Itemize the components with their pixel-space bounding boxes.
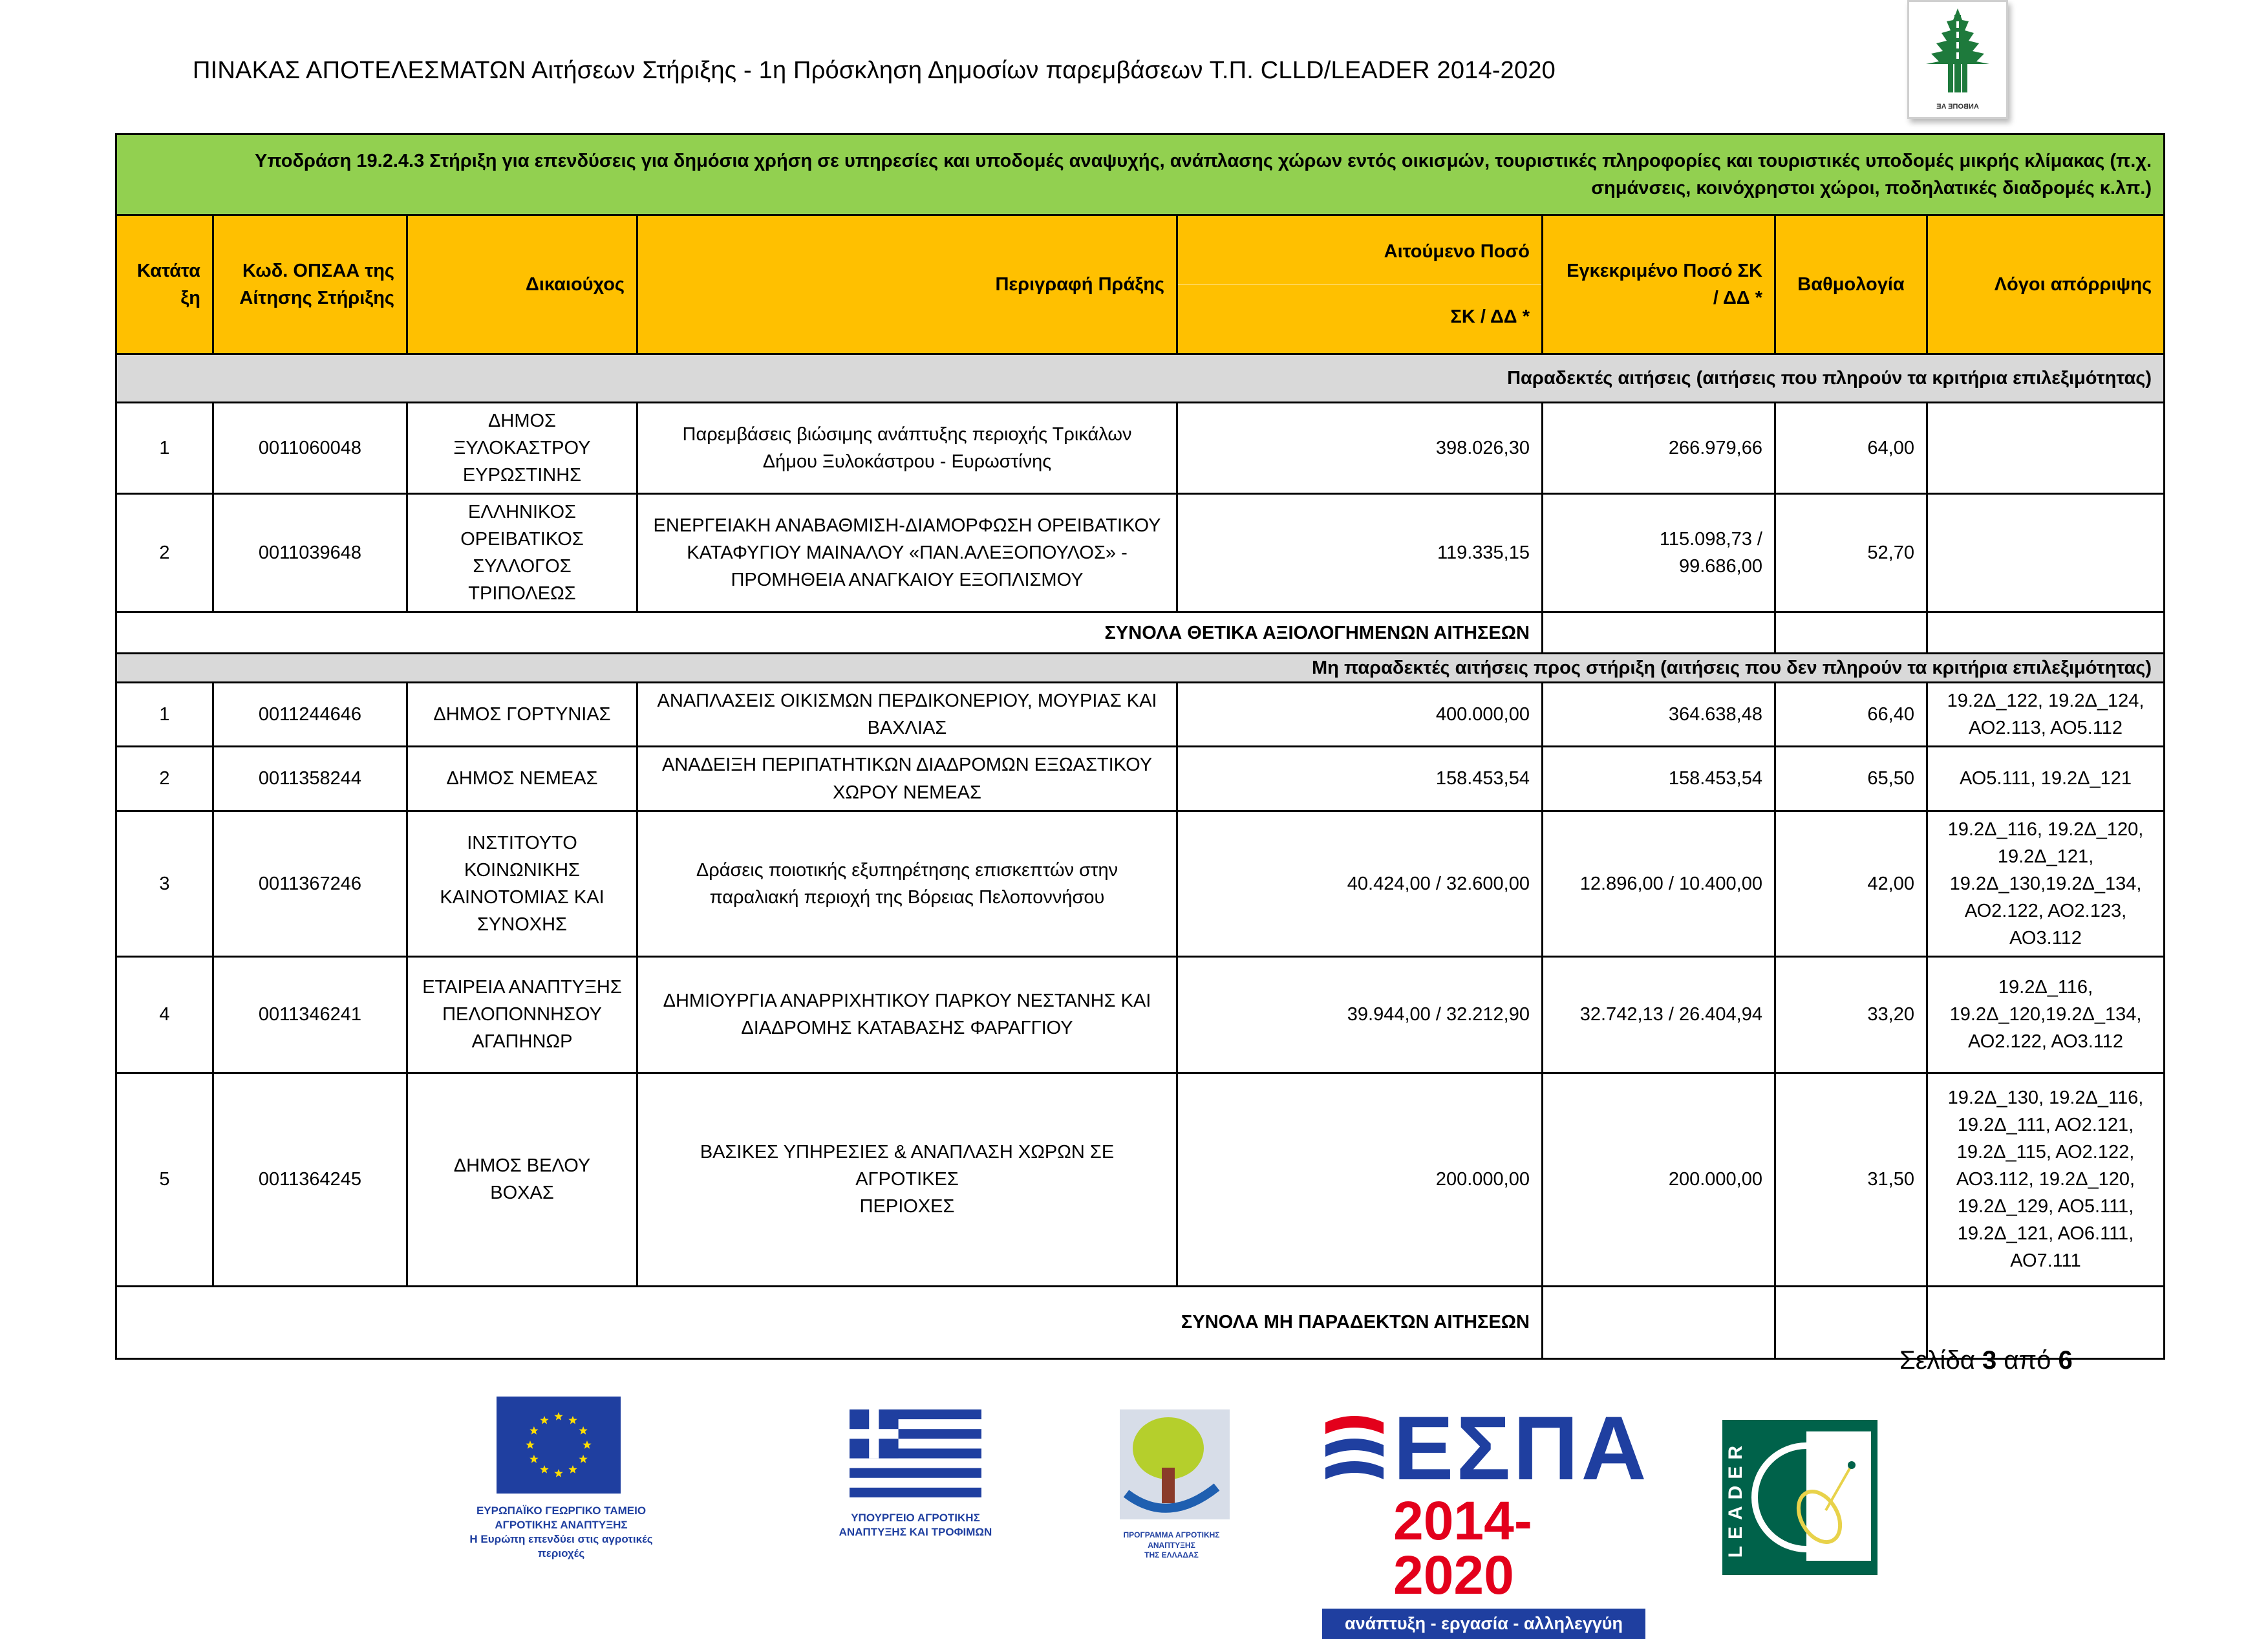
approved-cell xyxy=(1543,683,1775,747)
beneficiary-cell-line: ΕΤΑΙΡΕΙΑ ΑΝΑΠΤΥΞΗΣ xyxy=(422,977,622,998)
eafrd-caption-line-1: ΕΥΡΩΠΑΪΚΟ ΓΕΩΡΓΙΚΟ ΤΑΜΕΙΟ ΑΓΡΟΤΙΚΗΣ ΑΝΑΠΤΥΞΗΣ xyxy=(476,1505,647,1532)
eafrd-caption xyxy=(445,1504,678,1561)
beneficiary-cell xyxy=(407,683,637,747)
description-cell xyxy=(637,956,1177,1073)
reasons-cell-line: 19.2Δ_130,19.2Δ_134, xyxy=(1949,873,2142,894)
rank-cell: 2 xyxy=(116,494,213,612)
description-cell-line: ΚΑΤΑΦΥΓΙΟΥ ΜΑΙΝΑΛΟΥ «ΠΑΝ.ΑΛΕΞΟΠΟΥΛΟΣ» - xyxy=(687,542,1128,564)
table-row xyxy=(116,747,2165,811)
approved-cell-line: 99.686,00 xyxy=(1678,556,1762,577)
description-cell-line: Δήμου Ξυλοκάστρου - Ευρωστίνης xyxy=(762,451,1052,473)
header-requested-line-1: Αιτούμενο Ποσό xyxy=(1178,220,1541,285)
rank-cell: 1 xyxy=(116,403,213,494)
beneficiary-cell xyxy=(407,494,637,612)
eafrd-logo xyxy=(445,1397,678,1561)
leader-logo xyxy=(1722,1420,1878,1575)
reasons-cell-line: ΑΟ2.122, ΑΟ3.112 xyxy=(1967,1031,2124,1053)
header-beneficiary: Δικαιούχος xyxy=(407,215,637,354)
approved-cell-line: 266.979,66 xyxy=(1668,438,1762,459)
greek-flag-icon xyxy=(848,1409,983,1497)
eu-star-icon xyxy=(579,1455,587,1463)
rank-cell: 4 xyxy=(116,956,213,1073)
ministry-logo xyxy=(838,1409,993,1539)
rank-cell: 2 xyxy=(116,747,213,811)
table-row xyxy=(116,1073,2165,1286)
description-cell-line: ΑΝΑΠΛΑΣΕΙΣ ΟΙΚΙΣΜΩΝ ΠΕΡΔΙΚΟΝΕΡΙΟΥ, ΜΟΥΡΙΑΣ ΚΑΙ xyxy=(657,691,1157,712)
reasons-cell-line: 19.2Δ_122, 19.2Δ_124, xyxy=(1947,691,2145,712)
table-row xyxy=(116,494,2165,612)
reasons-cell xyxy=(1927,811,2165,956)
score-cell: 52,70 xyxy=(1775,494,1927,612)
rdp-caption xyxy=(1107,1530,1236,1561)
accepted-section-label: Παραδεκτές αιτήσεις (αιτήσεις που πληρούν τα κριτήρια επιλεξιμότητας) xyxy=(116,354,2165,403)
beneficiary-cell xyxy=(407,811,637,956)
reasons-cell-line: 19.2Δ_129, ΑΟ5.111, xyxy=(1957,1196,2134,1217)
approved-cell-line: 12.896,00 / 10.400,00 xyxy=(1579,873,1762,894)
ministry-caption-line-1: ΥΠΟΥΡΓΕΙΟ ΑΓΡΟΤΙΚΗΣ xyxy=(851,1512,980,1524)
rejected-total-approved xyxy=(1543,1286,1775,1358)
score-cell: 66,40 xyxy=(1775,683,1927,747)
description-cell xyxy=(637,811,1177,956)
rdp-logo xyxy=(1107,1397,1236,1561)
header-reasons: Λόγοι απόρριψης xyxy=(1927,215,2165,354)
beneficiary-cell xyxy=(407,747,637,811)
description-cell-line: ΑΝΑΔΕΙΞΗ ΠΕΡΙΠΑΤΗΤΙΚΩΝ ΔΙΑΔΡΟΜΩΝ ΕΞΩΑΣΤΙΚΟΥ xyxy=(661,755,1153,776)
approved-cell xyxy=(1543,956,1775,1073)
beneficiary-cell xyxy=(407,956,637,1073)
eu-star-icon xyxy=(526,1441,534,1449)
page-prefix: Σελίδα xyxy=(1899,1346,1975,1375)
espa-title: ΕΣΠΑ xyxy=(1393,1397,1649,1499)
score-cell: 42,00 xyxy=(1775,811,1927,956)
code-cell: 0011346241 xyxy=(213,956,407,1073)
ministry-caption xyxy=(838,1511,993,1539)
page-separator: από xyxy=(2004,1346,2051,1375)
requested-cell: 400.000,00 xyxy=(1177,683,1543,747)
document-title: ΠΙΝΑΚΑΣ ΑΠΟΤΕΛΕΣΜΑΤΩΝ Αιτήσεων Στήριξης - 1η Πρόσκληση Δημοσίων παρεμβάσεων Τ.Π. CLLD/LEADER 2014-2020 xyxy=(193,57,1556,84)
header-rank xyxy=(116,215,213,354)
reasons-cell-line: 19.2Δ_121, xyxy=(1997,846,2094,867)
reasons-cell-line: ΑΟ3.112, 19.2Δ_120, xyxy=(1956,1169,2135,1190)
description-cell xyxy=(637,747,1177,811)
column-header-row xyxy=(116,215,2165,354)
description-cell-line: ΒΑΣΙΚΕΣ ΥΠΗΡΕΣΙΕΣ & ΑΝΑΠΛΑΣΗ ΧΩΡΩΝ ΣΕ ΑΓΡΟΤΙΚΕΣ xyxy=(700,1142,1115,1190)
rdp-caption-line-2: ΤΗΣ ΕΛΛΑΔΑΣ xyxy=(1144,1550,1199,1560)
description-cell-line: ΔΗΜΙΟΥΡΓΙΑ ΑΝΑΡΡΙΧΗΤΙΚΟΥ ΠΑΡΚΟΥ ΝΕΣΤΑΝΗΣ ΚΑΙ xyxy=(663,991,1151,1012)
accepted-rows xyxy=(116,403,2165,612)
table-row xyxy=(116,403,2165,494)
eu-flag-icon xyxy=(497,1397,621,1494)
header-approved-line-2: / ΔΔ * xyxy=(1713,288,1762,308)
rank-cell: 3 xyxy=(116,811,213,956)
eu-star-icon xyxy=(530,1426,538,1435)
beneficiary-cell xyxy=(407,1073,637,1286)
header-requested xyxy=(1177,215,1543,354)
fir-tree-icon xyxy=(1909,2,2006,99)
approved-cell-line: 32.742,13 / 26.404,94 xyxy=(1579,1004,1762,1025)
beneficiary-cell-line: ΔΗΜΟΣ ΓΟΡΤΥΝΙΑΣ xyxy=(433,704,611,725)
results-table xyxy=(115,133,2165,1360)
table-row xyxy=(116,956,2165,1073)
rank-cell: 5 xyxy=(116,1073,213,1286)
page-current: 3 xyxy=(1982,1346,1997,1375)
score-cell: 65,50 xyxy=(1775,747,1927,811)
code-cell: 0011358244 xyxy=(213,747,407,811)
beneficiary-cell-line: ΙΝΣΤΙΤΟΥΤΟ xyxy=(467,832,577,853)
code-cell: 0011244646 xyxy=(213,683,407,747)
description-cell-line: Δράσεις ποιοτικής εξυπηρέτησης επισκεπτών στην xyxy=(696,859,1118,881)
requested-cell: 39.944,00 / 32.212,90 xyxy=(1177,956,1543,1073)
requested-cell: 200.000,00 xyxy=(1177,1073,1543,1286)
reasons-cell xyxy=(1927,403,2165,494)
header-requested-line-2: ΣΚ / ΔΔ * xyxy=(1450,306,1530,328)
approved-cell xyxy=(1543,494,1775,612)
code-cell: 0011364245 xyxy=(213,1073,407,1286)
beneficiary-cell-line: ΔΗΜΟΣ ΝΕΜΕΑΣ xyxy=(446,768,598,789)
eu-star-icon xyxy=(583,1441,591,1449)
accepted-total-approved xyxy=(1543,612,1775,654)
rejected-total-label: ΣΥΝΟΛΑ ΜΗ ΠΑΡΑΔΕΚΤΩΝ ΑΙΤΗΣΕΩΝ xyxy=(116,1286,1543,1358)
beneficiary-cell-line: ΑΓΑΠΗΝΩΡ xyxy=(471,1031,573,1053)
header-score: Βαθμολογία xyxy=(1775,215,1927,354)
table-row xyxy=(116,811,2165,956)
score-cell: 31,50 xyxy=(1775,1073,1927,1286)
accepted-section-row xyxy=(116,354,2165,403)
rejected-section-row xyxy=(116,654,2165,683)
reasons-cell-line: 19.2Δ_116, 19.2Δ_120, xyxy=(1947,819,2144,840)
beneficiary-cell-line: ΚΟΙΝΩΝΙΚΗΣ xyxy=(464,859,580,881)
approved-cell xyxy=(1543,1073,1775,1286)
header-code-line-2: Αίτησης Στήριξης xyxy=(239,288,394,308)
eu-star-icon xyxy=(540,1416,548,1424)
header-code xyxy=(213,215,407,354)
eu-star-icon xyxy=(568,1416,577,1424)
requested-cell: 119.335,15 xyxy=(1177,494,1543,612)
header-rank-line-2: ξη xyxy=(180,288,200,308)
reasons-cell xyxy=(1927,1073,2165,1286)
reasons-cell xyxy=(1927,956,2165,1073)
reasons-cell-line: 19.2Δ_116, xyxy=(1998,977,2093,998)
beneficiary-cell-line: ΣΥΝΟΧΗΣ xyxy=(477,914,567,935)
description-cell-line: ΠΕΡΙΟΧΕΣ xyxy=(859,1196,955,1217)
description-cell-line: ΠΡΟΜΗΘΕΙΑ ΑΝΑΓΚΑΙΟΥ ΕΞΟΠΛΙΣΜΟΥ xyxy=(731,570,1084,591)
reasons-cell-line: ΑΟ2.113, ΑΟ5.112 xyxy=(1969,718,2123,739)
reasons-cell xyxy=(1927,494,2165,612)
reasons-cell-line: ΑΟ2.122, ΑΟ2.123, xyxy=(1964,900,2127,921)
beneficiary-cell-line: ΔΗΜΟΣ ΒΕΛΟΥ ΒΟΧΑΣ xyxy=(453,1155,591,1204)
approved-cell-line: 115.098,73 / xyxy=(1659,529,1762,550)
description-cell xyxy=(637,1073,1177,1286)
description-cell xyxy=(637,683,1177,747)
beneficiary-cell-line: ΠΕΛΟΠΟΝΝΗΣΟΥ xyxy=(442,1004,602,1025)
approved-cell-line: 364.638,48 xyxy=(1668,704,1762,725)
header-rank-line-1: Κατάτα xyxy=(136,260,200,281)
eu-star-icon xyxy=(568,1465,577,1473)
espa-waves-icon xyxy=(1322,1409,1387,1506)
score-cell: 64,00 xyxy=(1775,403,1927,494)
score-cell: 33,20 xyxy=(1775,956,1927,1073)
approved-cell xyxy=(1543,811,1775,956)
accepted-total-reasons xyxy=(1927,612,2165,654)
beneficiary-cell xyxy=(407,403,637,494)
eu-star-icon xyxy=(530,1455,538,1463)
table-row xyxy=(116,683,2165,747)
reasons-cell-line: ΑΟ3.112 xyxy=(2009,927,2082,948)
rdp-caption-line-1: ΠΡΟΓΡΑΜΜΑ ΑΓΡΟΤΙΚΗΣ ΑΝΑΠΤΥΞΗΣ xyxy=(1123,1530,1220,1550)
description-cell-line: ΧΩΡΟΥ ΝΕΜΕΑΣ xyxy=(833,782,981,803)
header-approved xyxy=(1543,215,1775,354)
espa-logo xyxy=(1322,1397,1649,1639)
accepted-total-row xyxy=(116,612,2165,654)
beneficiary-cell-line: ΟΡΕΙΒΑΤΙΚΟΣ ΣΥΛΛΟΓΟΣ xyxy=(460,529,584,577)
header-description: Περιγραφή Πράξης xyxy=(637,215,1177,354)
code-cell: 0011039648 xyxy=(213,494,407,612)
requested-cell: 40.424,00 / 32.600,00 xyxy=(1177,811,1543,956)
subaction-title-line-2: σημάνσεις, κοινόχρηστοι χώροι, ποδηλατικές διαδρομές κ.λπ.) xyxy=(1591,178,2152,198)
code-cell: 0011060048 xyxy=(213,403,407,494)
reasons-cell-line: 19.2Δ_115, ΑΟ2.122, xyxy=(1956,1142,2135,1163)
subaction-title-line-1: Υποδράση 19.2.4.3 Στήριξη για επενδύσεις για δημόσια χρήση σε υπηρεσίες και υποδομές αναψυχής, ανάπλασης χώρων εντός οικισμών, τουριστικές πληροφορίες και τουριστικές υποδομές μικρής κλίμακας (π.χ. xyxy=(255,150,2152,171)
code-cell: 0011367246 xyxy=(213,811,407,956)
reasons-cell xyxy=(1927,747,2165,811)
leader-text: LEADER xyxy=(1725,1439,1746,1558)
eu-star-icon xyxy=(540,1465,548,1473)
description-cell xyxy=(637,403,1177,494)
beneficiary-cell-line: ΚΑΙΝΟΤΟΜΙΑΣ ΚΑΙ xyxy=(440,886,604,908)
eu-star-icon xyxy=(579,1426,587,1435)
description-cell-line: ΕΝΕΡΓΕΙΑΚΗ ΑΝΑΒΑΘΜΙΣΗ-ΔΙΑΜΟΡΦΩΣΗ ΟΡΕΙΒΑΤΙΚΟΥ xyxy=(653,515,1161,537)
reasons-cell-line: 19.2Δ_120,19.2Δ_134, xyxy=(1949,1004,2142,1025)
approved-cell-line: 158.453,54 xyxy=(1668,768,1762,789)
header-code-line-1: Κωδ. ΟΠΣΑΑ της xyxy=(242,260,394,281)
description-cell xyxy=(637,494,1177,612)
beneficiary-cell-line: ΔΗΜΟΣ ΞΥΛΟΚΑΣΤΡΟΥ xyxy=(453,411,591,459)
rank-cell: 1 xyxy=(116,683,213,747)
header-approved-line-1: Εγκεκριμένο Ποσό ΣΚ xyxy=(1567,260,1762,281)
beneficiary-cell-line: ΕΥΡΩΣΤΙΝΗΣ xyxy=(462,465,582,486)
approved-cell xyxy=(1543,403,1775,494)
eu-star-icon xyxy=(554,1412,562,1420)
leaf-icon xyxy=(1722,1420,1878,1575)
reasons-cell-line: ΑΟ5.111, 19.2Δ_121 xyxy=(1960,768,2132,789)
page-total: 6 xyxy=(2058,1346,2073,1375)
ministry-caption-line-2: ΑΝΑΠΤΥΞΗΣ ΚΑΙ ΤΡΟΦΙΜΩΝ xyxy=(839,1526,992,1539)
subaction-title-row xyxy=(116,134,2165,215)
accepted-total-label: ΣΥΝΟΛΑ ΘΕΤΙΚΑ ΑΞΙΟΛΟΓΗΜΕΝΩΝ ΑΙΤΗΣΕΩΝ xyxy=(116,612,1543,654)
beneficiary-cell-line: ΕΛΛΗΝΙΚΟΣ xyxy=(468,502,576,523)
reasons-cell-line: ΑΟ7.111 xyxy=(2010,1250,2081,1272)
description-cell-line: Παρεμβάσεις βιώσιμης ανάπτυξης περιοχής Τρικάλων xyxy=(682,424,1132,445)
rejected-total-row xyxy=(116,1286,2165,1358)
organization-logo xyxy=(1907,0,2008,119)
eu-star-icon xyxy=(554,1469,562,1477)
approved-cell-line: 200.000,00 xyxy=(1668,1169,1762,1190)
espa-years: 2014-2020 xyxy=(1393,1490,1532,1605)
eafrd-caption-line-2: Η Ευρώπη επενδύει στις αγροτικές περιοχές xyxy=(469,1533,653,1560)
reasons-cell xyxy=(1927,683,2165,747)
espa-slogan: ανάπτυξη - εργασία - αλληλεγγύη xyxy=(1322,1609,1645,1639)
requested-cell: 158.453,54 xyxy=(1177,747,1543,811)
tree-puzzle-icon xyxy=(1107,1397,1236,1526)
page-number xyxy=(1899,1346,2073,1375)
beneficiary-cell-line: ΤΡΙΠΟΛΕΩΣ xyxy=(468,583,576,605)
description-cell-line: ΔΙΑΔΡΟΜΗΣ ΚΑΤΑΒΑΣΗΣ ΦΑΡΑΓΓΙΟΥ xyxy=(741,1018,1073,1039)
approved-cell xyxy=(1543,747,1775,811)
reasons-cell-line: 19.2Δ_111, ΑΟ2.121, xyxy=(1957,1115,2134,1136)
subaction-title xyxy=(116,134,2165,215)
reasons-cell-line: 19.2Δ_121, ΑΟ6.111, xyxy=(1957,1223,2134,1245)
rejected-section-label: Μη παραδεκτές αιτήσεις προς στήριξη (αιτήσεις που δεν πληρούν τα κριτήρια επιλεξιμότητας) xyxy=(116,654,2165,683)
organization-logo-caption: ΑΝΒΟΠΕ ΑΕ xyxy=(1936,103,1979,111)
rejected-rows xyxy=(116,683,2165,1286)
requested-cell: 398.026,30 xyxy=(1177,403,1543,494)
accepted-total-score xyxy=(1775,612,1927,654)
description-cell-line: παραλιακή περιοχή της Βόρειας Πελοποννήσου xyxy=(709,886,1105,908)
description-cell-line: ΒΑΧΛΙΑΣ xyxy=(867,718,947,739)
reasons-cell-line: 19.2Δ_130, 19.2Δ_116, xyxy=(1947,1087,2144,1109)
